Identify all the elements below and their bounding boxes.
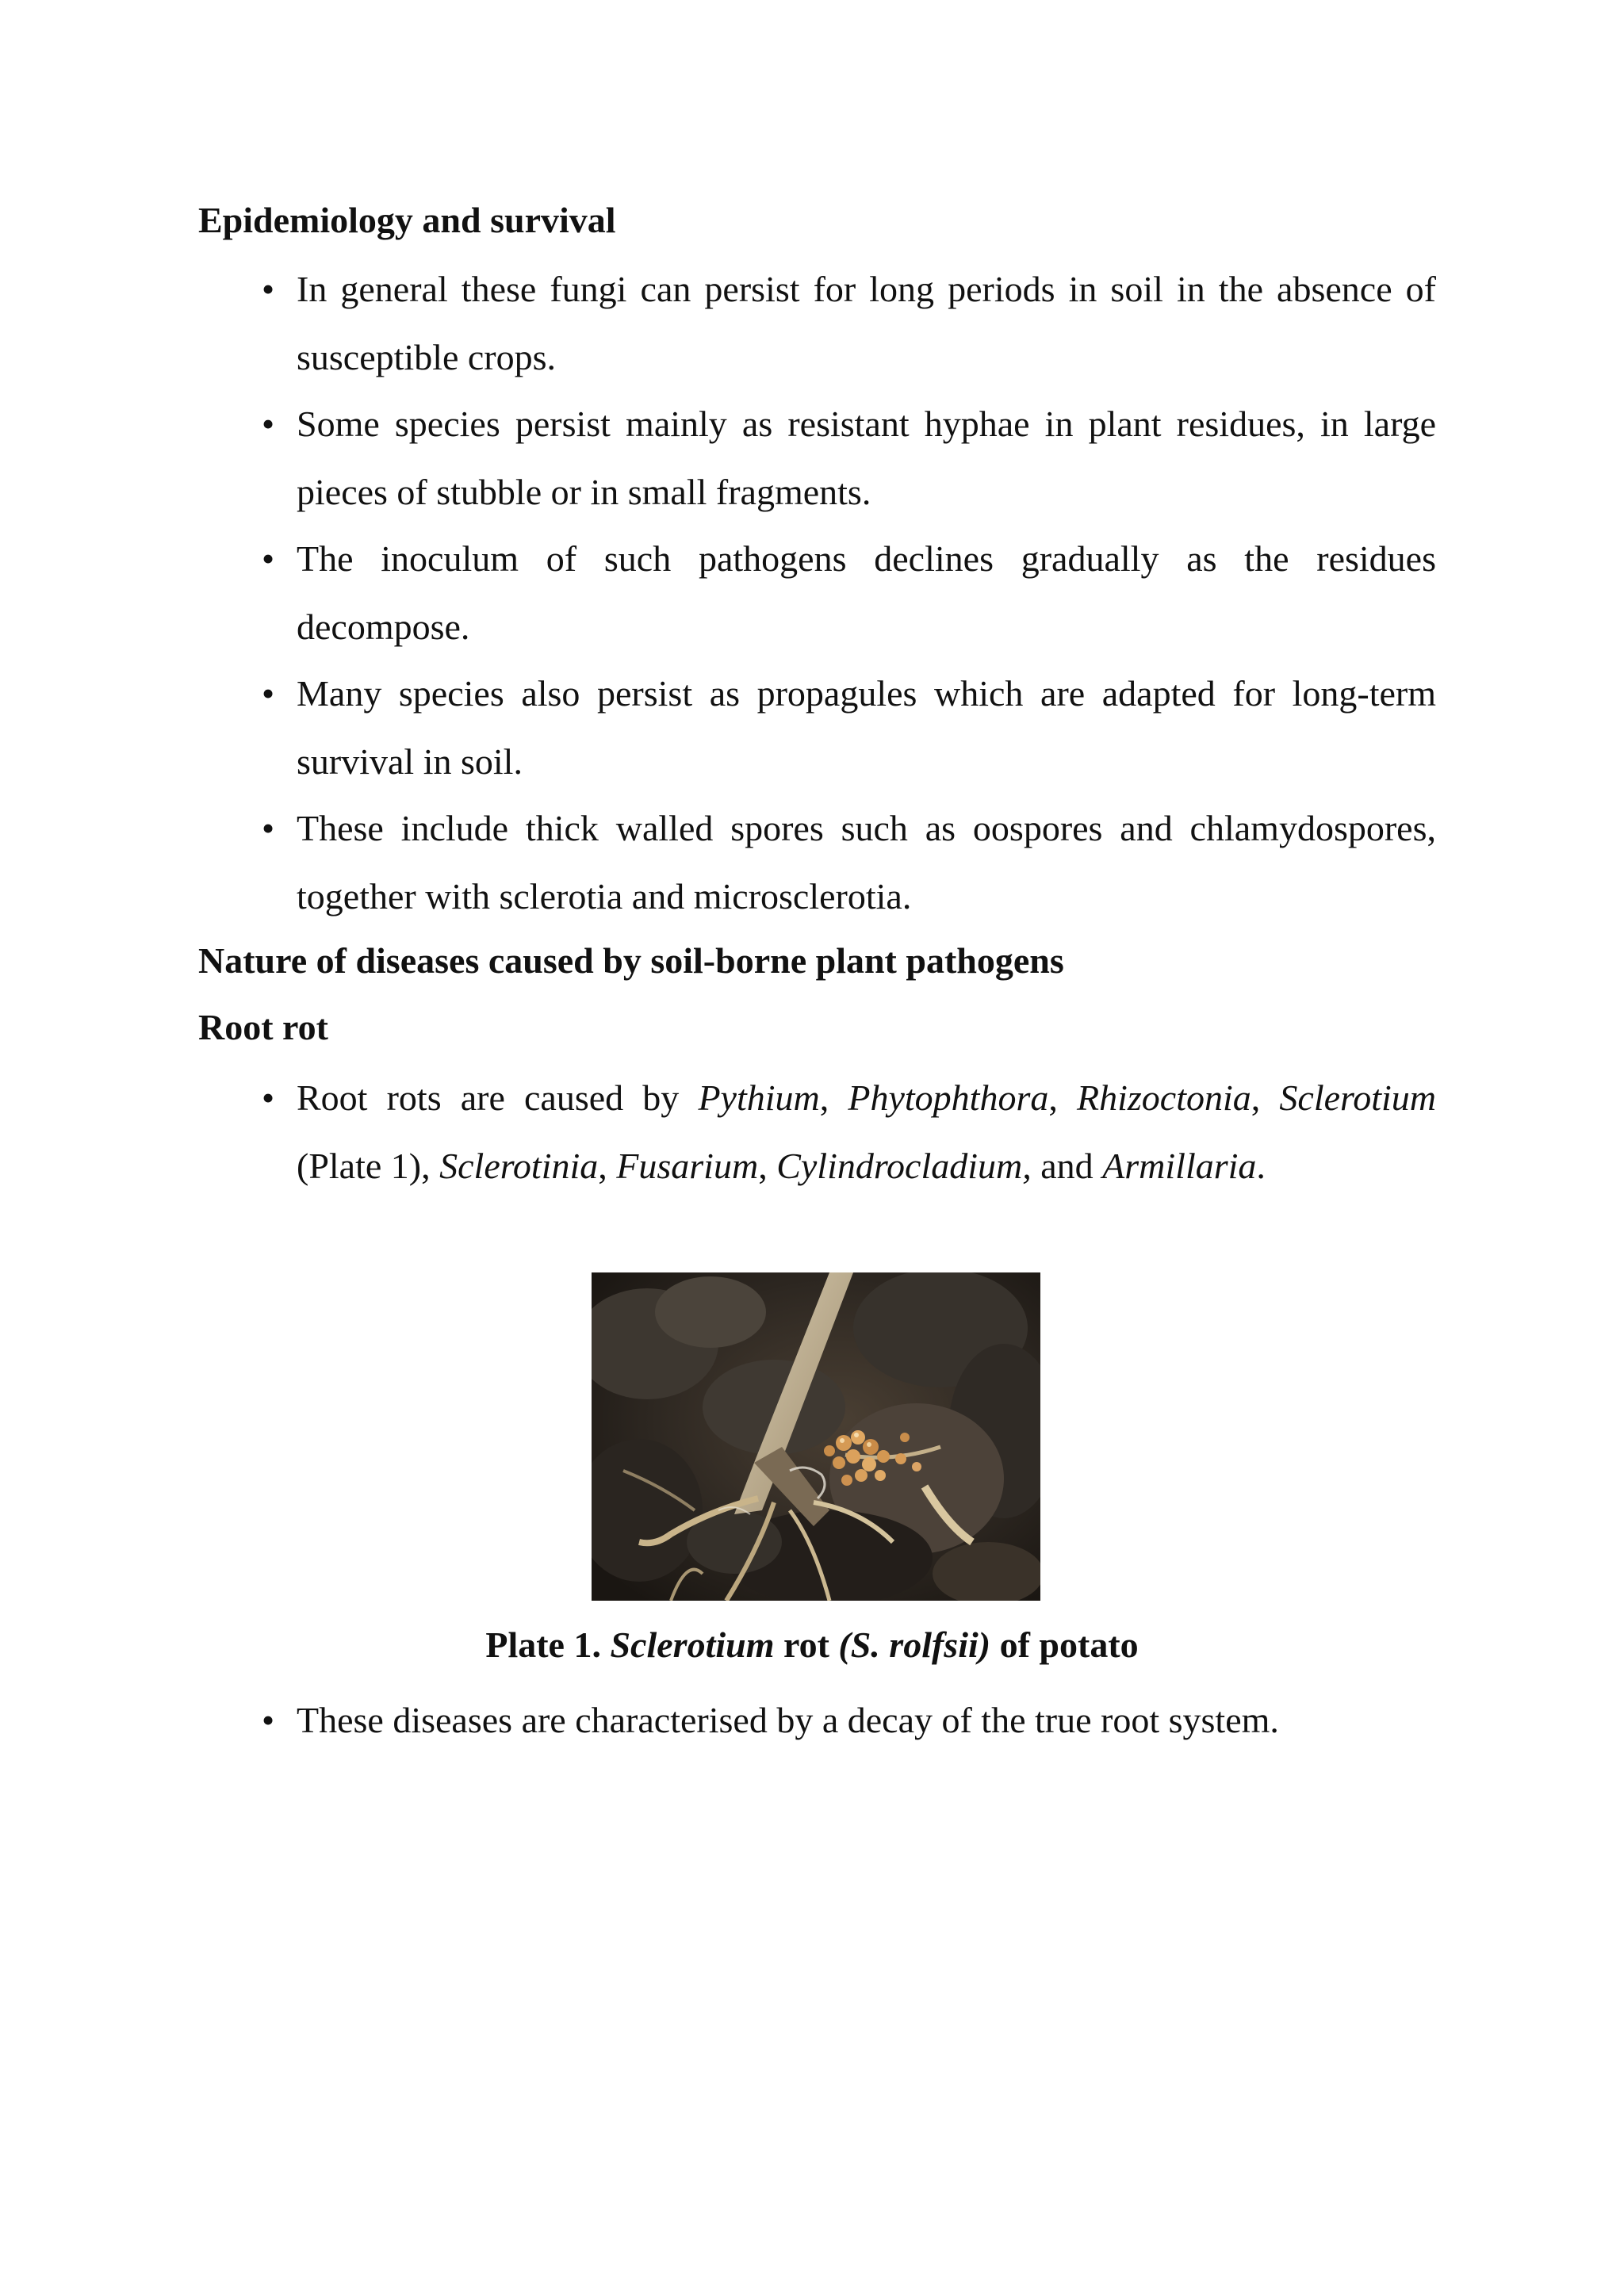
caption-rot: rot [783, 1624, 829, 1665]
genus-fusarium: Fusarium [616, 1146, 759, 1186]
genus-cylindrocladium: Cylindrocladium, [776, 1146, 1032, 1186]
bullet-text-decay: These diseases are characterised by a decay of the true root system. [297, 1700, 1279, 1740]
heading-epidemiology: Epidemiology and survival [198, 200, 616, 240]
bullet-text-inoculum: The inoculum of such pathogens declines gradually as the residues decompose. [297, 538, 1436, 647]
text-run: , [758, 1146, 777, 1186]
caption-genus: Sclerotium [610, 1624, 775, 1665]
text-run: (Plate 1), [297, 1146, 440, 1186]
genus-rhizoctonia: Rhizoctonia [1077, 1077, 1251, 1118]
caption-species: (S. rolfsii) [838, 1624, 991, 1665]
text-run: . [1256, 1146, 1266, 1186]
bullet-text-root-rot-causes [297, 1064, 1436, 1200]
bullet-dot: • [261, 1077, 275, 1118]
bullet-text-hyphae: Some species persist mainly as resistant hyphae in plant residues, in large pieces of stubble or in small fragments. [297, 404, 1436, 512]
bullet-text-propagules: Many species also persist as propagules which are adapted for long-term survival in soil. [297, 673, 1436, 782]
genus-sclerotinia: Sclerotinia [439, 1146, 599, 1186]
text-run: Root rots are caused by [297, 1077, 699, 1118]
genus-sclerotium: Sclerotium [1279, 1077, 1437, 1118]
text-run: , [819, 1077, 848, 1118]
text-run: and [1031, 1146, 1103, 1186]
bullet-text-spores: These include thick walled spores such as oospores and chlamydospores, together with sclerotia and microsclerotia. [297, 808, 1436, 916]
genus-phytophthora: Phytophthora [848, 1077, 1049, 1118]
bullet-text-persist: In general these fungi can persist for long periods in soil in the absence of susceptible crops. [297, 269, 1436, 377]
heading-root-rot: Root rot [198, 1007, 328, 1047]
caption-label: Plate 1. [485, 1624, 601, 1665]
plate-1-photo [592, 1272, 1040, 1601]
bullet-dot: • [261, 808, 275, 848]
heading-nature-of-diseases: Nature of diseases caused by soil-borne plant pathogens [198, 940, 1064, 981]
genus-armillaria: Armillaria [1102, 1146, 1257, 1186]
text-run: , [1048, 1077, 1078, 1118]
bullet-dot: • [261, 673, 275, 714]
bullet-dot: • [261, 404, 275, 444]
bullet-dot: • [261, 538, 275, 579]
genus-pythium: Pythium [698, 1077, 820, 1118]
caption-tail: of potato [999, 1624, 1139, 1665]
plate-1-caption [0, 1621, 1624, 1669]
text-run: , [1251, 1077, 1280, 1118]
bullet-dot: • [261, 1700, 275, 1740]
bullet-dot: • [261, 269, 275, 309]
text-run: , [598, 1146, 617, 1186]
